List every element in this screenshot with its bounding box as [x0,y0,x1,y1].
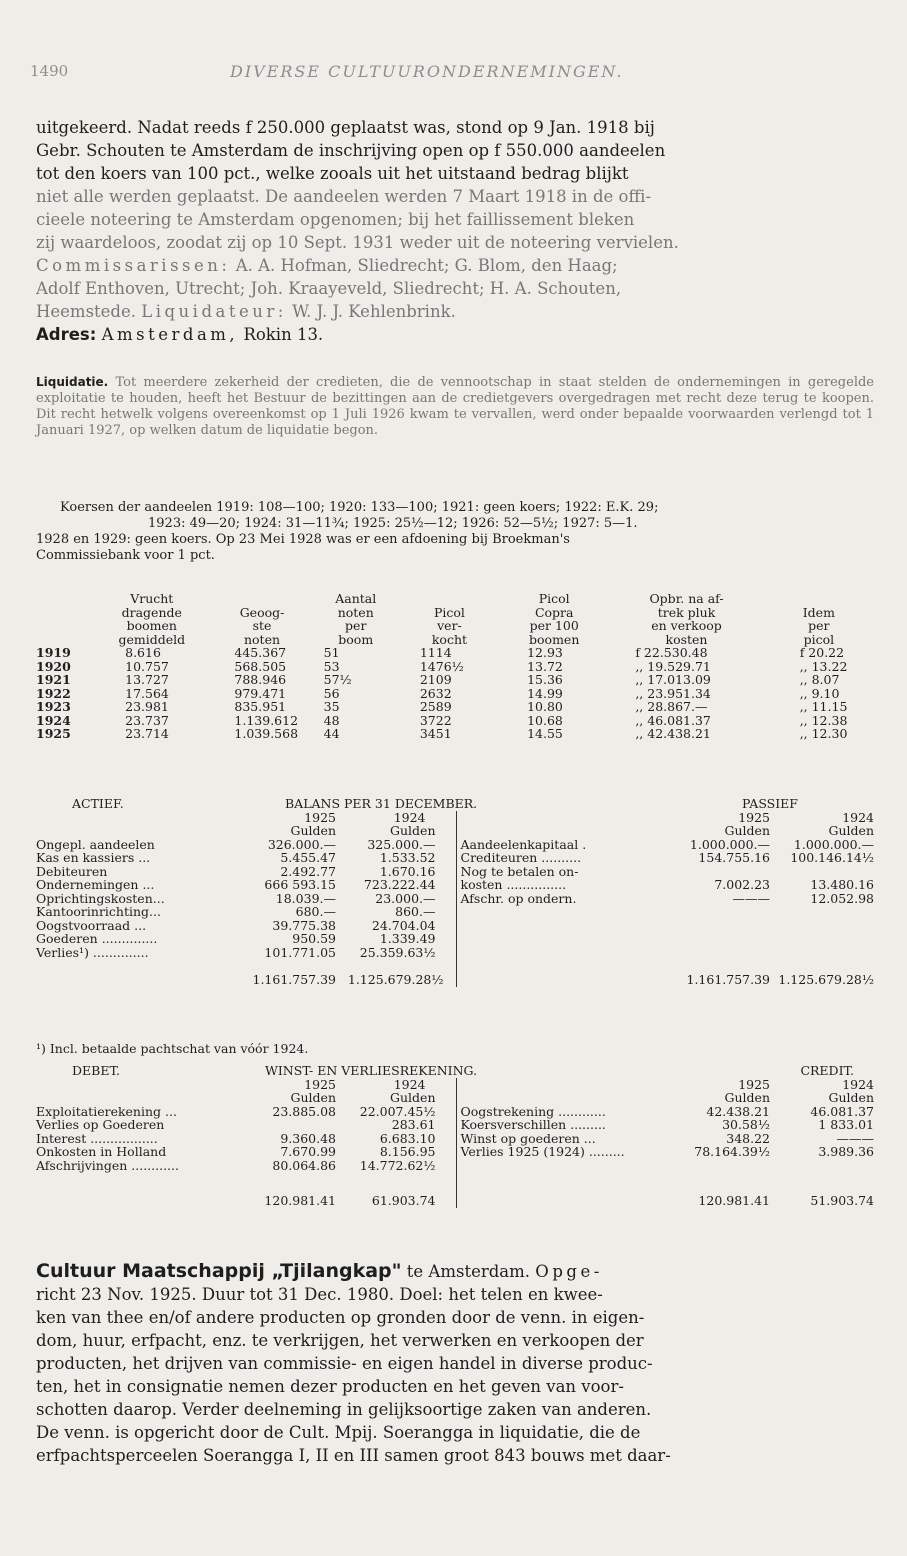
text-line: dom, huur, erfpacht, enz. te verkrijgen, het verwerken en verkoopen der [36,1331,644,1350]
column-header [36,592,91,646]
item-value: 8.156.95 [379,1144,436,1159]
total-value: 1.161.757.39 [686,972,770,987]
koersen-paragraph [36,500,874,564]
table-row [36,838,874,852]
table-cell: 1476½ [419,658,464,674]
table-cell: 8.616 [125,645,161,660]
table-cell: 2109 [419,672,452,687]
adres-label: Adres: [36,325,97,344]
item-value: 5.455.47 [280,850,336,865]
item-label: Kas en kassiers ... [36,850,151,865]
item-value: 1.670.16 [379,863,436,879]
item-value: 326.000.— [267,836,336,852]
table-cell: ,, 42.438.21 [635,726,711,741]
table-row [36,1132,874,1146]
item-value [770,865,874,879]
item-value: 18.039.— [275,890,336,906]
table-cell: 15.36 [527,672,563,687]
table-row [36,946,874,960]
item-value: 3.989.36 [818,1144,874,1159]
total-row [36,1194,874,1208]
table-header-row [36,592,874,646]
item-label: Verlies 1925 (1924) ......... [456,1145,666,1159]
company-name: Cultuur Maatschappij „Tjilangkap" [36,1260,402,1282]
table-cell: 1921 [36,672,71,687]
table-cell: 14.99 [527,685,563,701]
item-value: 42.438.21 [706,1103,770,1119]
table-row [36,865,874,879]
tjilangkap-paragraph [36,1260,874,1467]
footnote: ¹) Incl. betaalde pachtschat van vóór 1924. [36,1041,309,1056]
total-value: 1.161.757.39 [252,972,336,987]
item-value: 7.002.23 [714,877,770,892]
liquidateur-label: Liquidateur: [141,302,287,321]
item-label: Oogstrekening ............ [456,1105,666,1119]
item-value: 78.164.39½ [694,1144,770,1159]
table-cell: 10.80 [527,699,563,714]
page-number: 1490 [30,62,69,80]
unit-label: Gulden [828,823,874,838]
table-cell: ,, 8.07 [799,672,840,687]
text-line: Gebr. Schouten te Amsterdam de inschrijving open op f 550.000 aandeelen [36,141,666,160]
credit-title: CREDIT. [800,1063,854,1078]
text-line: ken van thee en/of andere producten op gronden door de venn. in eigen- [36,1308,645,1327]
table-cell: 1.039.568 [234,726,299,741]
text-line: 1923: 49—20; 1924: 31—11¾; 1925: 25½—12; 1926: 52—5½; 1927: 5—1. [148,516,638,531]
text-line: niet alle werden geplaatst. De aandeelen werden 7 Maart 1918 in de offi- [36,187,652,206]
text-line: erfpachtsperceelen Soerangga I, II en III samen groot 843 bouws met daar- [36,1446,671,1465]
item-value: 680.— [295,904,336,919]
year-label: 1925 [304,809,336,825]
item-value: 23.000.— [375,890,436,906]
table-cell: 835.951 [234,699,287,714]
item-value: 12.052.98 [810,890,874,906]
total-value: 61.903.74 [371,1193,436,1208]
item-label: Afschr. op ondern. [456,892,666,906]
year-label: 1925 [738,1076,770,1092]
text-line: De venn. is opgericht door de Cult. Mpij. Soerangga in liquidatie, die de [36,1423,641,1442]
table-cell: 35 [323,699,340,714]
unit-label: Gulden [390,823,436,838]
table-cell: 44 [323,726,340,741]
opgericht-label: Opge- [535,1262,603,1281]
table-cell: 1114 [419,645,452,660]
unit-row [36,824,874,838]
unit-label: Gulden [724,823,770,838]
item-value: 1.339.49 [379,931,436,946]
unit-label: Gulden [724,1090,770,1105]
column-header: Picol Copra per 100 boomen [529,591,580,647]
table-cell: 3722 [419,712,452,728]
table-row [36,714,874,728]
item-value: 6.683.10 [379,1130,436,1146]
column-header: Picol ver- kocht [431,604,468,647]
table-cell: 1.139.612 [234,712,299,728]
item-value: 666 593.15 [264,877,336,892]
table-row [36,1118,874,1132]
liquidatie-label: Liquidatie. [36,375,109,389]
table-row [36,1159,874,1173]
text-line: Commissiebank voor 1 pct. [36,548,215,563]
total-value: 51.903.74 [810,1193,874,1208]
year-row [36,811,874,825]
year-label: 1924 [393,1076,426,1092]
item-value: 22.007.45½ [359,1103,436,1119]
item-value: 30.58½ [722,1117,770,1132]
item-label: Verlies¹) .............. [36,944,149,960]
table-row [36,727,874,741]
item-value: ——— [836,1130,874,1146]
item-label: kosten ............... [456,878,666,892]
commissarissen-label: Commissarissen: [36,256,231,275]
item-label: Kantoorinrichting... [36,904,161,919]
tjilangkap-title-line [36,1260,874,1283]
item-label: Crediteuren .......... [456,851,666,865]
table-cell: 1922 [36,685,71,701]
text-line: richt 23 Nov. 1925. Duur tot 31 Dec. 1980. Doel: het telen en kwee- [36,1285,603,1304]
table-row [36,919,874,933]
debet-title: DEBET. [72,1063,120,1078]
table-row [36,673,874,687]
table-cell: 1919 [36,645,71,660]
item-value: 2.492.77 [280,863,336,879]
table-cell: 568.505 [234,658,287,674]
item-value: 1.000.000.— [793,836,874,852]
item-value: 1.533.52 [379,850,436,865]
table-cell: ,, 12.30 [799,726,848,741]
text-line: cieele noteering te Amsterdam opgenomen; bij het faillissement bleken [36,210,635,229]
liquidatie-text [36,374,874,439]
text-line: uitgekeerd. Nadat reeds f 250.000 geplaatst was, stond op 9 Jan. 1918 bij [36,118,655,137]
table-cell: ,, 9.10 [799,685,840,701]
table-row [36,660,874,674]
table-cell: 1923 [36,699,71,714]
item-value: 24.704.04 [371,917,436,933]
profit-loss-account [36,1064,874,1208]
table-cell: ,, 13.22 [799,658,848,674]
item-value: 80.064.86 [272,1157,336,1173]
item-value: 25.359.63½ [359,944,436,960]
table-cell: 14.55 [527,726,563,741]
table-cell: ,, 28.867.— [635,699,708,714]
item-value: ——— [732,890,770,906]
table-cell: 10.757 [125,658,169,674]
table-cell: ,, 46.081.37 [635,712,711,728]
unit-label: Gulden [290,1090,336,1105]
text-line: Adolf Enthoven, Utrecht; Joh. Kraayeveld, Sliedrecht; H. A. Schouten, [36,279,622,298]
table-cell: 2632 [419,685,452,701]
year-label: 1925 [304,1076,336,1092]
table-cell: 1920 [36,658,71,674]
table-row [36,1145,874,1159]
adres-line [36,323,874,346]
item-value: 860.— [395,904,436,919]
item-label: Verlies op Goederen [36,1117,165,1132]
item-label: Debiteuren [36,863,108,879]
item-label: Nog te betalen on- [456,865,666,879]
table-cell: ,, 19.529.71 [635,658,711,674]
table-cell: 788.946 [234,672,287,687]
total-value: 1.125.679.28½ [347,972,444,987]
table-cell: ,, 12.38 [799,712,848,728]
adres-street: Rokin 13. [243,325,324,344]
text-fragment: Heemstede. [36,302,136,321]
commissarissen-text: A. A. Hofman, Sliedrecht; G. Blom, den Haag; [235,256,618,275]
total-row [36,973,874,987]
text-line: zij waardeloos, zoodat zij op 10 Sept. 1931 weder uit de noteering vervielen. [36,233,679,252]
table-cell: f 22.530.48 [635,645,708,660]
item-value: 7.670.99 [280,1144,336,1159]
table-cell: 56 [323,685,340,701]
pl-title-row [36,1064,874,1078]
total-value: 1.125.679.28½ [778,972,874,987]
unit-label: Gulden [290,823,336,838]
table-cell: 1924 [36,712,71,728]
running-title: DIVERSE CULTUURONDERNEMINGEN. [230,62,624,81]
item-value: 14.772.62½ [359,1157,436,1173]
table-cell: 17.564 [125,685,169,701]
column-header: Vrucht dragende boomen gemiddeld [118,591,186,647]
yield-table [36,592,874,741]
item-label: Exploitatierekening ... [36,1103,177,1119]
table-cell: 2589 [419,699,452,714]
column-header: Idem per picol [802,604,835,647]
item-value: 950.59 [292,931,336,946]
item-label: Onkosten in Holland [36,1144,167,1159]
table-row [36,892,874,906]
item-value: 723.222.44 [363,877,436,892]
item-value: 1.000.000.— [689,836,770,852]
page-header [30,62,880,88]
table-row [36,932,874,946]
total-value: 120.981.41 [698,1193,770,1208]
year-row [36,1078,874,1092]
item-value: 46.081.37 [810,1103,874,1119]
balance-sheet [36,797,874,987]
table-cell: ,, 17.013.09 [635,672,711,687]
text-line: schotten daarop. Verder deelneming in gelijksoortige zaken van anderen. [36,1400,652,1419]
table-cell: 10.68 [527,712,563,728]
item-value [231,1118,336,1132]
column-header: Geoog- ste noten [239,604,285,647]
commissarissen-line [36,254,874,277]
table-row [36,851,874,865]
item-value: 348.22 [726,1130,770,1146]
item-label: Aandeelenkapitaal . [456,838,666,852]
table-row [36,878,874,892]
unit-label: Gulden [828,1090,874,1105]
table-row [36,905,874,919]
liquidatie-paragraph [36,374,874,439]
item-label: Winst op goederen ... [456,1132,666,1146]
passief-title: PASSIEF [742,796,798,811]
table-cell: 12.93 [527,645,563,660]
liquidateur-text: W. J. J. Kehlenbrink. [292,302,456,321]
item-label: Afschrijvingen ............ [36,1157,179,1173]
item-value: 101.771.05 [264,944,336,960]
item-value: 23.885.08 [272,1103,336,1119]
item-label: Oprichtingskosten... [36,890,165,906]
item-value: 9.360.48 [280,1130,336,1146]
pl-title: WINST- EN VERLIESREKENING. [265,1063,478,1078]
item-label: Interest ................. [36,1130,158,1146]
unit-row [36,1091,874,1105]
table-cell: 23.737 [125,712,169,728]
table-cell: 445.367 [234,645,287,660]
table-cell: 23.981 [125,699,169,714]
item-value: 13.480.16 [810,877,874,892]
text-line: producten, het drijven van commissie- en eigen handel in diverse produc- [36,1354,653,1373]
item-value [666,865,770,879]
table-cell: 13.727 [125,672,169,687]
item-value: 100.146.14½ [790,850,874,865]
item-label: Koersverschillen ......... [456,1118,666,1132]
total-value: 120.981.41 [264,1193,336,1208]
table-row [36,700,874,714]
table-cell: 48 [323,712,340,728]
text-line: Koersen der aandeelen 1919: 108—100; 1920: 133—100; 1921: geen koers; 1922: E.K. 29; [60,500,659,515]
item-value: 325.000.— [367,836,436,852]
year-label: 1924 [842,1076,874,1092]
table-cell: 23.714 [125,726,169,741]
item-value: 154.755.16 [698,850,770,865]
text-line: tot den koers van 100 pct., welke zooals uit het uitstaand bedrag blijkt [36,164,629,183]
item-value: 1 833.01 [818,1117,874,1132]
table-cell: ,, 23.951.34 [635,685,711,701]
table-cell: 53 [323,658,340,674]
adres-city: Amsterdam, [101,325,239,344]
item-label: Ongepl. aandeelen [36,836,155,852]
table-row [36,687,874,701]
table-cell: 51 [323,645,340,660]
table-cell: 979.471 [234,685,287,701]
actief-title: ACTIEF. [72,796,124,811]
year-label: 1925 [738,809,770,825]
table-cell: 3451 [419,726,452,741]
item-label: Oogstvoorraad ... [36,917,147,933]
item-value: 283.61 [391,1117,436,1132]
year-label: 1924 [842,809,874,825]
table-row [36,1105,874,1119]
table-cell: 57½ [323,672,352,687]
item-label: Ondernemingen ... [36,877,155,892]
year-label: 1924 [393,809,426,825]
unit-label: Gulden [390,1090,436,1105]
table-row [36,646,874,660]
balance-title: BALANS PER 31 DECEMBER. [285,796,478,811]
text-line: 1928 en 1929: geen koers. Op 23 Mei 1928 was er een afdoening bij Broekman's [36,532,570,547]
item-value: 39.775.38 [272,917,336,933]
liquidatie-body: Tot meerdere zekerheid der credieten, die de vennootschap in staat stelden de ondernemingen in geregelde exploitatie te houden, heeft het Bestuur de bezittingen aan de credietgevers overgedragen met recht deze terug te koopen. Dit recht hetwelk volgens overeenkomst op 1 Juli 1926 kwam te vervallen, werd onder bepaalde voorwaarden verlengd tot 1 Januari 1927, op welken datum de liquidatie begon. [36,375,874,438]
column-header: Aantal noten per boom [335,591,377,647]
intro-paragraph [36,116,874,346]
item-label: Goederen .............. [36,931,158,946]
balance-title-row [36,797,874,811]
table-cell: 1925 [36,726,71,741]
company-location: te Amsterdam. [406,1262,531,1281]
table-cell: f 20.22 [799,645,845,660]
liquidateur-line [36,300,874,323]
table-cell: ,, 11.15 [799,699,848,714]
text-line: ten, het in consignatie nemen dezer producten en het geven van voor- [36,1377,624,1396]
column-header: Opbr. na af- trek pluk en verkoop kosten [649,591,724,647]
table-cell: 13.72 [527,658,563,674]
